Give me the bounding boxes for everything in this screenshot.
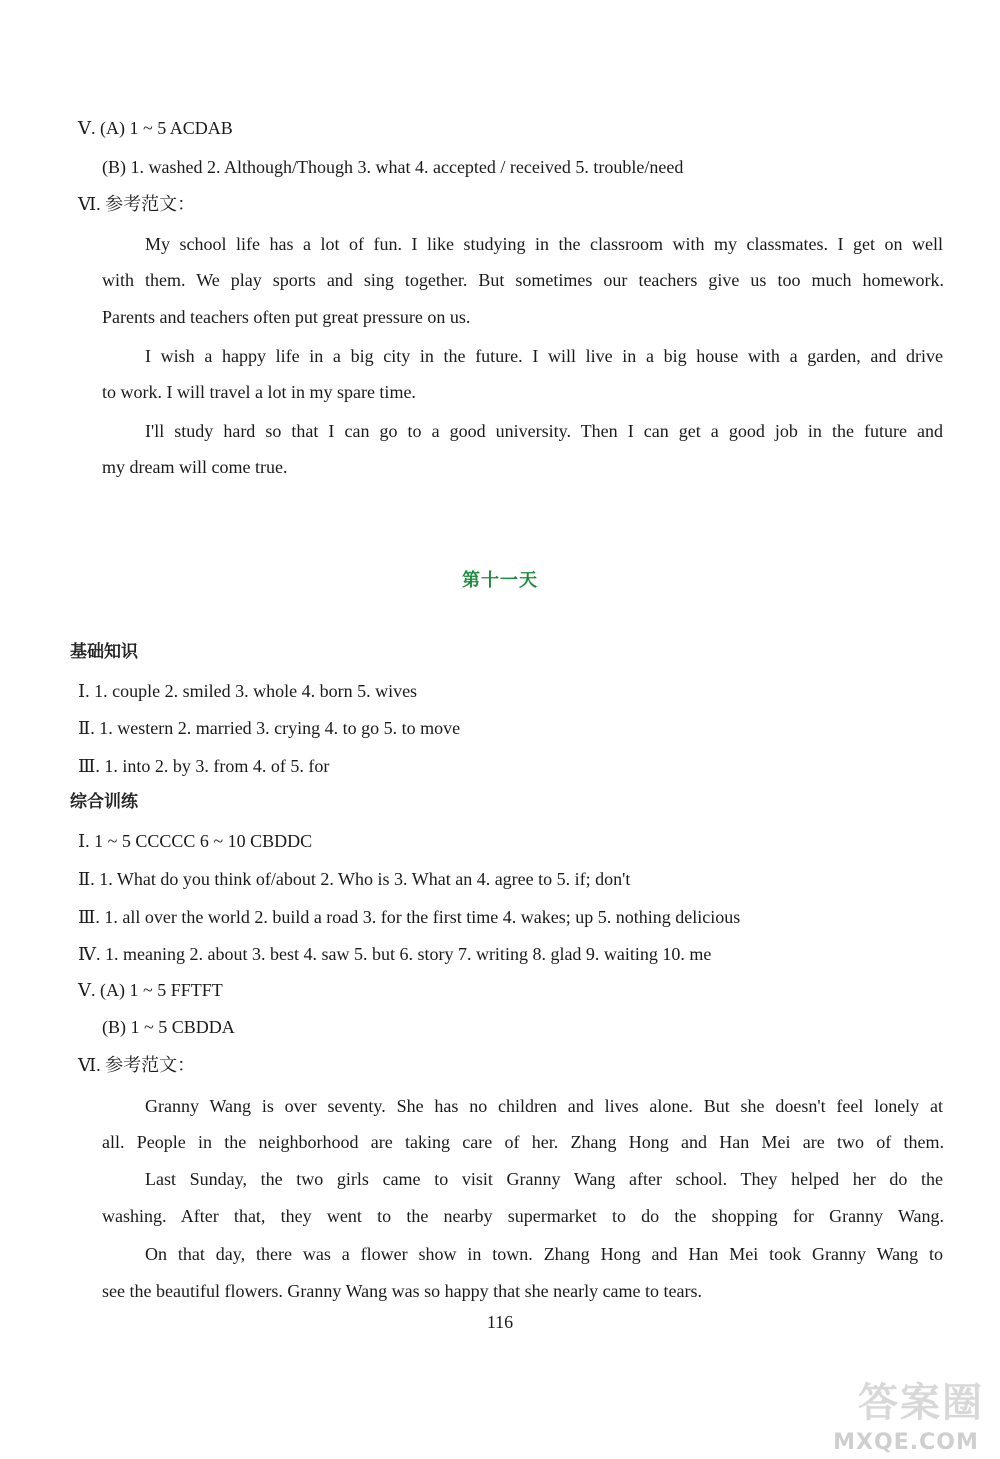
essay-line: to work. I will travel a lot in my spare time.: [102, 382, 416, 402]
section-heading-basic: 基础知识: [70, 642, 138, 662]
sample-essay-label: Ⅵ. 参考范文：: [78, 1055, 196, 1075]
answer-line-i: Ⅰ. 1 ~ 5 CCCCC 6 ~ 10 CBDDC: [78, 831, 313, 851]
essay-line: Last Sunday, the two girls came to visit Granny Wang after school. They helped her do the: [145, 1169, 943, 1189]
essay-line: Parents and teachers often put great pressure on us.: [102, 307, 471, 327]
watermark-text-bottom: MXQE.COM: [833, 1430, 979, 1455]
page-number: 116: [486, 1312, 514, 1332]
essay-line: see the beautiful flowers. Granny Wang was so happy that she nearly came to tears.: [102, 1281, 703, 1301]
essay-line: I'll study hard so that I can go to a good university. Then I can get a good job in the future and: [145, 421, 943, 441]
sample-essay-label: Ⅵ. 参考范文：: [78, 194, 196, 214]
essay-line: I wish a happy life in a big city in the future. I will live in a big house with a garden, and drive: [145, 346, 943, 366]
essay-line: my dream will come true.: [102, 457, 288, 477]
watermark-text-top: 答案圈: [858, 1380, 984, 1426]
essay-line: all. People in the neighborhood are taking care of her. Zhang Hong and Han Mei are two of them.: [102, 1132, 944, 1152]
answer-line-iii: Ⅲ. 1. into 2. by 3. from 4. of 5. for: [78, 756, 330, 776]
answer-line-ii: Ⅱ. 1. What do you think of/about 2. Who is 3. What an 4. agree to 5. if; don't: [78, 869, 631, 889]
answer-line-iv: Ⅳ. 1. meaning 2. about 3. best 4. saw 5. but 6. story 7. writing 8. glad 9. waiting 10. me: [78, 944, 712, 964]
essay-line: with them. We play sports and sing together. But sometimes our teachers give us too much homework.: [102, 270, 944, 290]
day-title: 第十一天: [462, 570, 538, 591]
answer-line-v-b: (B) 1 ~ 5 CBDDA: [102, 1017, 235, 1037]
section-heading-training: 综合训练: [70, 792, 138, 812]
essay-line: My school life has a lot of fun. I like studying in the classroom with my classmates. I get on well: [145, 234, 943, 254]
answer-line-i: Ⅰ. 1. couple 2. smiled 3. whole 4. born 5. wives: [78, 681, 418, 701]
essay-line: washing. After that, they went to the nearby supermarket to do the shopping for Granny Wang.: [102, 1206, 944, 1226]
answer-line-ii: Ⅱ. 1. western 2. married 3. crying 4. to go 5. to move: [78, 718, 461, 738]
watermark-logo: [818, 1378, 994, 1458]
answer-line-iii: Ⅲ. 1. all over the world 2. build a road 3. for the first time 4. wakes; up 5. nothing delicious: [78, 907, 741, 927]
answer-line-v-a: Ⅴ. (A) 1 ~ 5 FFTFT: [78, 980, 223, 1000]
answer-line-v-a: Ⅴ. (A) 1 ~ 5 ACDAB: [78, 118, 233, 138]
answer-line-v-b: (B) 1. washed 2. Although/Though 3. what 4. accepted / received 5. trouble/need: [102, 157, 684, 177]
essay-line: On that day, there was a flower show in town. Zhang Hong and Han Mei took Granny Wang to: [145, 1244, 943, 1264]
essay-line: Granny Wang is over seventy. She has no children and lives alone. But she doesn't feel lonely at: [145, 1096, 943, 1116]
